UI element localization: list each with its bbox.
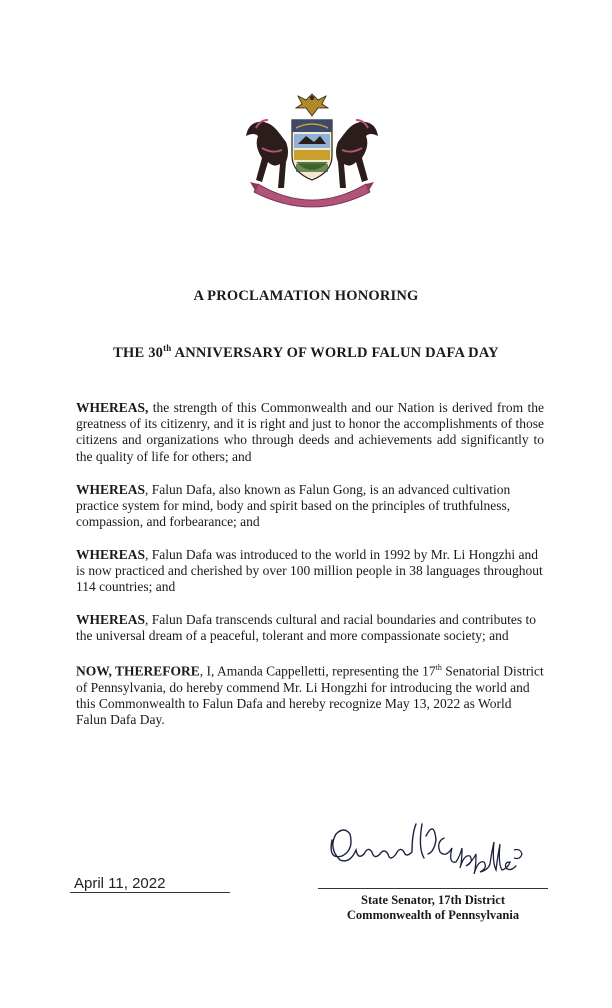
signer-title: State Senator, 17th District (361, 893, 505, 907)
left-horse-icon (246, 120, 288, 188)
right-horse-icon (336, 120, 378, 188)
eagle-icon (296, 94, 328, 116)
handwritten-signature (318, 810, 534, 874)
paragraph-lead: WHEREAS (76, 612, 146, 627)
proclamation-title: A PROCLAMATION HONORING (193, 288, 419, 304)
date-underline (70, 892, 230, 893)
signature-line (318, 888, 548, 889)
whereas-paragraph-4: WHEREAS, Falun Dafa transcends cultural and racial boundaries and contributes to the universal dream of a peaceful, tolerant and more compassionate society; and (76, 612, 537, 644)
proclamation-subtitle: THE 30th ANNIVERSARY OF WORLD FALUN DAFA DAY (113, 343, 499, 361)
whereas-paragraph-1: WHEREAS, the strength of this Commonwealth and our Nation is derived from the greatness of its citizenry, and it is right and just to honor the accomplishments of those citizens and organizations who through deeds and achievements add significantly to the quality of life for others; and (76, 400, 544, 464)
paragraph-lead: WHEREAS, (76, 400, 149, 415)
paragraph-lead: WHEREAS (76, 547, 146, 562)
paragraph-lead: NOW, THEREFORE (76, 663, 200, 679)
now-therefore-paragraph: NOW, THEREFORE, I, Amanda Cappelletti, representing the 17th Senatorial District of Pennsylvania, do hereby commend Mr. Li Hongzhi for introducing the world and this Commonwealth to Falun Dafa and hereby recognize May 13, 2022 as World Falun Dafa Day. (76, 663, 544, 728)
motto-ribbon-icon (250, 182, 374, 207)
shield-icon (292, 120, 332, 180)
whereas-paragraph-2: WHEREAS, Falun Dafa, also known as Falun Gong, is an advanced cultivation practice system for mind, body and spirit based on the principles of truthfulness, compassion, and forbearance; and (76, 482, 511, 530)
signer-organization: Commonwealth of Pennsylvania (346, 908, 520, 922)
paragraph-lead: WHEREAS (76, 482, 146, 497)
proclamation-date: April 11, 2022 (74, 875, 166, 892)
pennsylvania-coat-of-arms-icon (236, 88, 388, 208)
whereas-paragraph-3: WHEREAS, Falun Dafa was introduced to the world in 1992 by Mr. Li Hongzhi and is now practiced and cherished by over 100 million people in 38 languages throughout 114 countries; and (76, 547, 543, 595)
